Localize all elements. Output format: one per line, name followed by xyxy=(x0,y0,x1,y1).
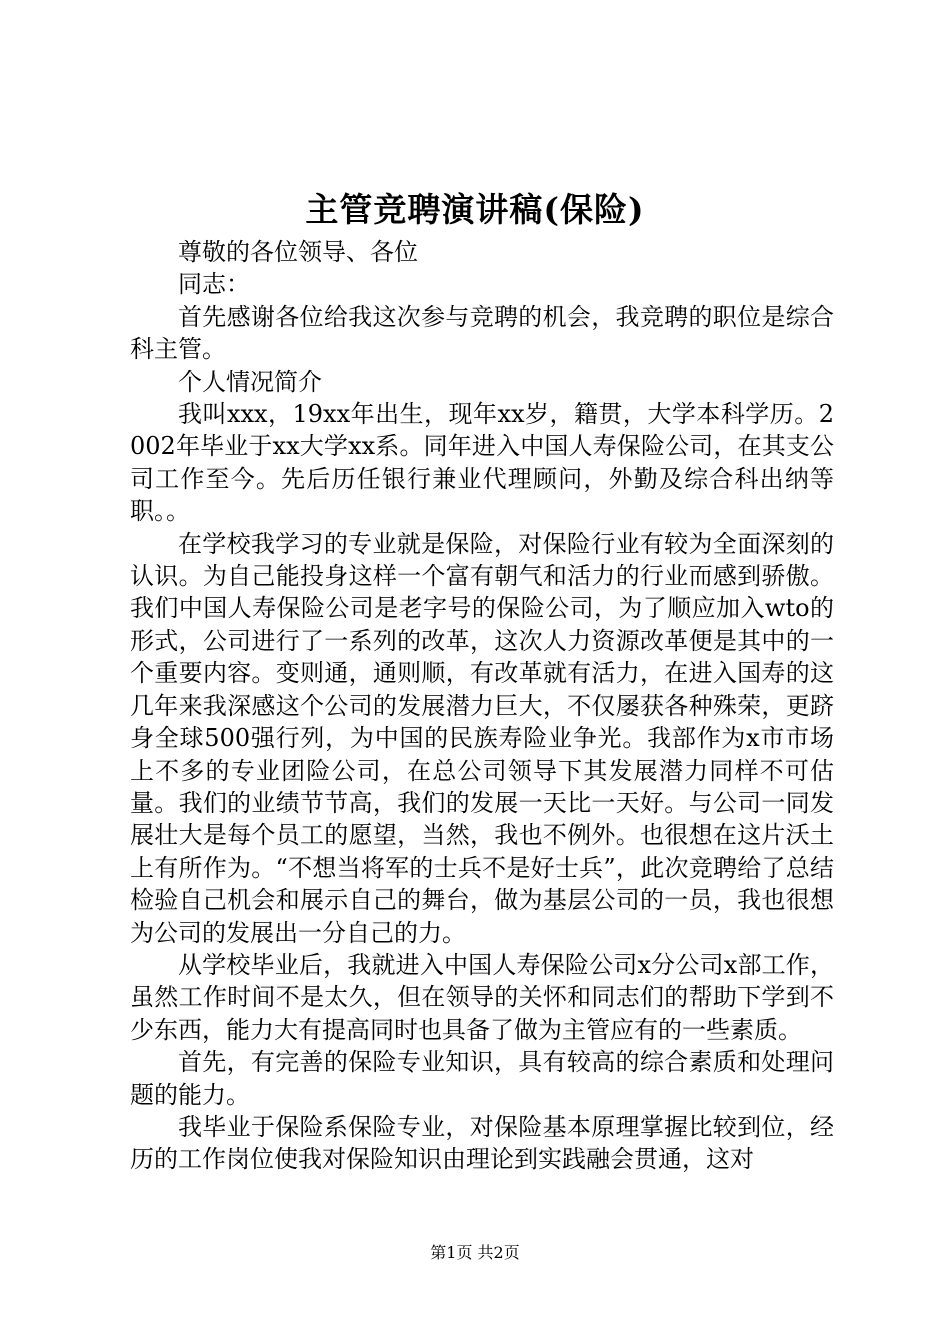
paragraph-graduation: 我毕业于保险系保险专业，对保险基本原理掌握比较到位，经历的工作岗位使我对保险知识由理论到实践融会贯通，这对 xyxy=(130,1112,834,1174)
paragraph-school: 在学校我学习的专业就是保险，对保险行业有较为全面深刻的认识。为自己能投身这样一个富有朝气和活力的行业而感到骄傲。我们中国人寿保险公司是老字号的保险公司，为了顺应加入wto的形式，公司进行了一系列的改革，这次人力资源改革便是其中的一个重要内容。变则通，通则顺，有改革就有活力，在进入国寿的这几年来我深感这个公司的发展潜力巨大，不仅屡获各种殊荣，更跻身全球500强行列，为中国的民族寿险业争光。我部作为x市市场上不多的专业团险公司，在总公司领导下其发展潜力同样不可估量。我们的业绩节节高，我们的发展一天比一天好。与公司一同发展壮大是每个员工的愿望，当然，我也不例外。也很想在这片沃土上有所作为。“不想当将军的士兵不是好士兵”，此次竞聘给了总结检验自己机会和展示自己的舞台，做为基层公司的一员，我也很想为公司的发展出一分自己的力。 xyxy=(130,529,834,947)
document-title: 主管竞聘演讲稿(保险) xyxy=(305,190,645,229)
document-body xyxy=(130,236,834,1176)
paragraph-section-heading: 个人情况简介 xyxy=(178,367,322,396)
paragraph-first-point: 首先，有完善的保险专业知识，具有较高的综合素质和处理问题的能力。 xyxy=(130,1048,834,1109)
paragraph-work: 从学校毕业后，我就进入中国人寿保险公司x分公司x部工作，虽然工作时间不是太久，但在领导的关怀和同志们的帮助下学到不少东西，能力大有提高同时也具备了做为主管应有的一些素质。 xyxy=(130,950,834,1044)
paragraph-salutation-cont: 同志： xyxy=(178,270,250,299)
paragraph-intro: 我叫xxx，19xx年出生，现年xx岁，籍贯，大学本科学历。2002年毕业于xx大学xx系。同年进入中国人寿保险公司，在其支公司工作至今。先后历任银行兼业代理顾问，外勤及综合科出纳等职。。 xyxy=(130,400,834,526)
page-footer: 第1页 共2页 xyxy=(430,1243,520,1262)
paragraph-salutation: 尊敬的各位领导、各位 xyxy=(178,238,418,266)
paragraph-opening: 首先感谢各位给我这次参与竞聘的机会，我竞聘的职位是综合科主管。 xyxy=(130,302,834,364)
